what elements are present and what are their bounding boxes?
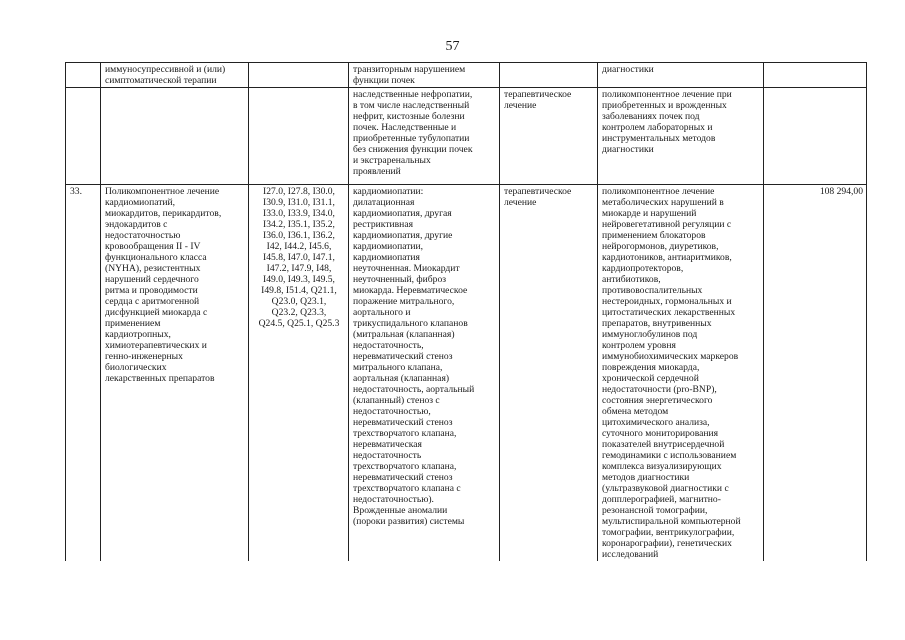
row-number-cell: 33. (66, 185, 101, 562)
treatment-type-cell: терапевтическое лечение (500, 185, 598, 562)
price-cell (764, 88, 867, 185)
row-number-cell (66, 63, 101, 88)
care-profile-cell (101, 88, 249, 185)
care-profile-cell: иммуносупрессивной и (или) симптоматической терапии (101, 63, 249, 88)
price-cell (764, 63, 867, 88)
patient-model-cell: транзиторным нарушением функции почек (349, 63, 500, 88)
table-row (66, 88, 867, 185)
icd-codes-cell (249, 88, 349, 185)
icd-codes-cell (249, 63, 349, 88)
treatment-method-cell: диагностики (598, 63, 764, 88)
treatment-type-cell (500, 63, 598, 88)
patient-model-cell: кардиомиопатии: дилатационная кардиомиопатия, другая рестриктивная кардиомиопатия, другие кардиомиопатии, кардиомиопатия неуточненная. Миокардит неуточненный, фиброз миокарда. Неревматическое поражение митрального, аортального и трикуспидального клапанов (митральная (клапанная) недостаточность, неревматический стеноз митрального клапана, аортальная (клапанная) недостаточность, аортальный (клапанный) стеноз с недостаточностью, неревматический стеноз трехстворчатого клапана, неревматическая недостаточность трехстворчатого клапана, неревматический стеноз трехстворчатого клапана с недостаточностью). Врожденные аномалии (пороки развития) системы (349, 185, 500, 562)
table-row (66, 185, 867, 562)
icd-codes-cell: I27.0, I27.8, I30.0, I30.9, I31.0, I31.1, I33.0, I33.9, I34.0, I34.2, I35.1, I35.2, I36.0, I36.1, I36.2, I42, I44.2, I45.6, I45.8, I47.0, I47.1, I47.2, I47.9, I48, I49.0, I49.3, I49.5, I49.8, I51.4, Q21.1, Q23.0, Q23.1, Q23.2, Q23.3, Q24.5, Q25.1, Q25.3 (249, 185, 349, 562)
treatment-type-cell: терапевтическое лечение (500, 88, 598, 185)
row-number-cell (66, 88, 101, 185)
treatment-method-cell: поликомпонентное лечение метаболических нарушений в миокарде и нарушений нейровегетативной регуляции с применением блокаторов нейрогормонов, диуретиков, кардиотоников, антиаритмиков, кардиопротекторов, антибиотиков, противовоспалительных нестероидных, гормональных и цитостатических лекарственных препаратов, внутривенных иммуноглобулинов под контролем уровня иммунобиохимических маркеров повреждения миокарда, хронической сердечной недостаточности (pro-BNP), состояния энергетического обмена методом цитохимического анализа, суточного мониторирования показателей внутрисердечной гемодинамики с использованием комплекса визуализирующих методов диагностики (ультразвуковой диагностики с допплерографией, магнитно- резонансной томографии, мультиспиральной компьютерной томографии, вентрикулографии, коронарографии), генетических исследований (598, 185, 764, 562)
page-number: 57 (445, 39, 460, 54)
medical-care-table (65, 62, 867, 561)
table-row (66, 63, 867, 88)
patient-model-cell: наследственные нефропатии, в том числе наследственный нефрит, кистозные болезни почек. Наследственные и приобретенные тубулопатии без снижения функции почек и экстраренальных проявлений (349, 88, 500, 185)
treatment-method-cell: поликомпонентное лечение при приобретенных и врожденных заболеваниях почек под контролем лабораторных и инструментальных методов диагностики (598, 88, 764, 185)
care-profile-cell: Поликомпонентное лечение кардиомиопатий, миокардитов, перикардитов, эндокардитов с недостаточностью кровообращения II - IV функционального класса (NYHA), резистентных нарушений сердечного ритма и проводимости сердца с аритмогенной дисфункцией миокарда с применением кардиотропных, химиотерапевтических и генно-инженерных биологических лекарственных препаратов (101, 185, 249, 562)
price-cell: 108 294,00 (764, 185, 867, 562)
